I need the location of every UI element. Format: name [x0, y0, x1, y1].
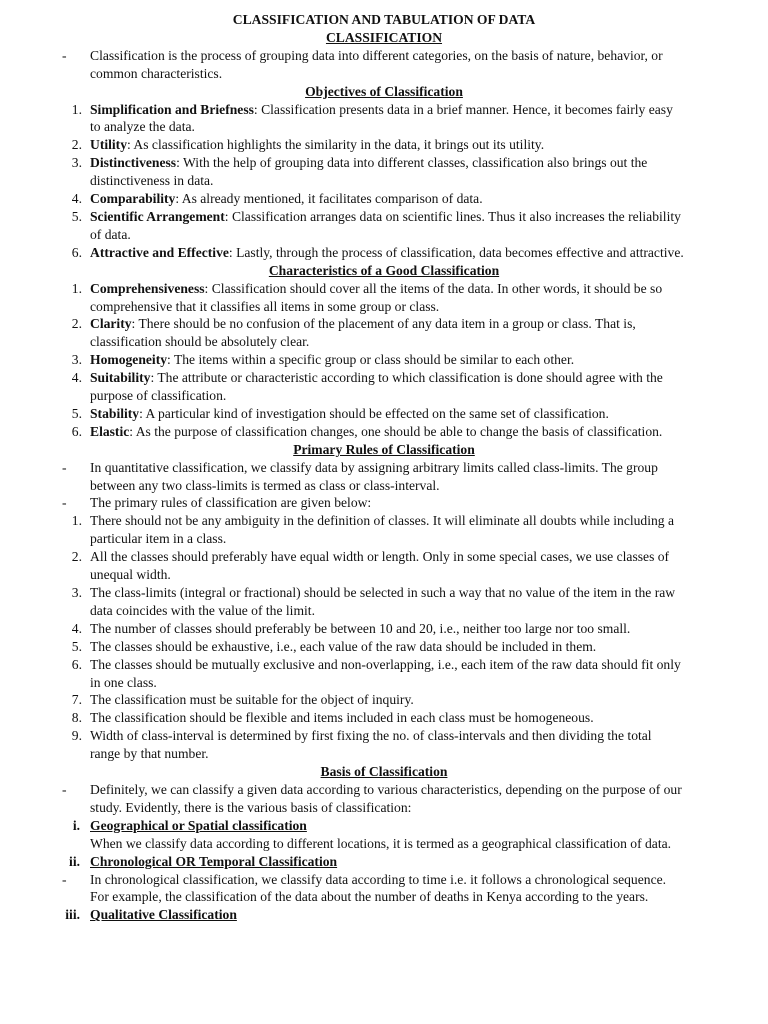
item-text: : Classification arranges data on scientific lines. Thus it also increases the reliability of data. — [90, 208, 681, 242]
characteristics-list — [0, 280, 768, 441]
item-number: 2. — [71, 316, 82, 332]
list-item — [0, 405, 768, 423]
item-text: : The items within a specific group or class should be similar to each other. — [167, 352, 575, 368]
item-term: Stability — [90, 405, 140, 421]
item-text: All the classes should preferably have equal width or length. Only in some special cases, we use classes of unequal width. — [90, 549, 670, 583]
qualitative-subheading — [0, 906, 768, 924]
item-term: Suitability — [90, 370, 151, 386]
item-number: 5. — [71, 405, 82, 421]
item-text: The classification must be suitable for the object of inquiry. — [90, 692, 414, 708]
bullet-dash: - — [62, 495, 67, 511]
item-text: : There should be no confusion of the placement of any data item in a group or class. That is, classification should be absolutely clear. — [90, 316, 636, 350]
item-text: There should not be any ambiguity in the definition of classes. It will eliminate all doubts while including a particular item in a class. — [90, 513, 675, 547]
item-text: The classification should be flexible and items included in each class must be homogeneous. — [90, 710, 594, 726]
item-text: : With the help of grouping data into different classes, classification also brings out the distinctiveness in data. — [90, 155, 648, 189]
list-item — [0, 691, 768, 709]
item-text: : Classification presents data in a brief manner. Hence, it becomes fairly easy to analyze the data. — [90, 101, 673, 135]
item-number: 3. — [71, 585, 82, 600]
rules-list — [0, 512, 768, 763]
list-item — [0, 512, 768, 548]
list-item — [0, 656, 768, 692]
item-number: 8. — [71, 710, 82, 726]
item-number: 6. — [71, 244, 82, 260]
item-number: 1. — [71, 513, 82, 529]
geographical-text: When we classify data according to different locations, it is termed as a geographical classification of data. — [90, 835, 672, 851]
list-item — [0, 208, 768, 244]
list-item — [0, 315, 768, 351]
list-item — [0, 101, 768, 137]
bullet-dash: - — [62, 47, 67, 63]
bullet-dash: - — [62, 781, 67, 797]
item-number: 9. — [71, 728, 82, 744]
item-text: The number of classes should preferably be between 10 and 20, i.e., neither too large nor too small. — [90, 620, 631, 636]
item-number: 4. — [71, 370, 82, 386]
item-number: 4. — [71, 620, 82, 636]
item-term: Distinctiveness — [90, 155, 177, 171]
intro-text: Classification is the process of grouping data into different categories, on the basis of nature, behavior, or common characteristics. — [90, 47, 663, 81]
item-number: 2. — [71, 137, 82, 153]
roman-numeral: ii. — [69, 853, 80, 869]
item-term: Homogeneity — [90, 352, 168, 368]
chronological-paragraph — [0, 871, 768, 907]
list-item — [0, 136, 768, 154]
item-text: : The attribute or characteristic according to which classification is done should agree with the purpose of classification. — [90, 370, 663, 404]
item-number: 7. — [71, 692, 82, 708]
basis-heading: Basis of Classification — [320, 764, 448, 780]
item-text: The classes should be exhaustive, i.e., each value of the raw data should be included in them. — [90, 638, 597, 654]
subheading-text: Qualitative Classification — [90, 907, 237, 923]
item-term: Elastic — [90, 423, 130, 439]
rules-intro-2 — [0, 494, 768, 512]
rules-heading: Primary Rules of Classification — [293, 441, 475, 457]
list-item — [0, 548, 768, 584]
list-item — [0, 423, 768, 441]
main-title: CLASSIFICATION AND TABULATION OF DATA — [232, 12, 536, 27]
item-text: : As the purpose of classification changes, one should be able to change the basis of classification. — [129, 423, 663, 439]
list-item — [0, 584, 768, 620]
list-item — [0, 154, 768, 190]
bullet-dash: - — [62, 459, 67, 475]
item-term: Utility — [90, 137, 127, 153]
item-term: Attractive and Effective — [90, 244, 229, 260]
item-text: : As already mentioned, it facilitates comparison of data. — [175, 191, 483, 207]
list-item — [0, 638, 768, 656]
item-number: 6. — [71, 423, 82, 439]
item-number: 1. — [71, 280, 82, 296]
item-term: Scientific Arrangement — [90, 208, 225, 224]
item-number: 4. — [71, 191, 82, 207]
item-number: 3. — [71, 352, 82, 368]
item-term: Simplification and Briefness — [90, 101, 254, 117]
list-item — [0, 280, 768, 316]
item-text: : A particular kind of investigation should be effected on the same set of classification. — [139, 405, 609, 421]
chronological-text: In chronological classification, we classify data according to time i.e. it follows a chronological sequence. For example, the classification of the data about the number of deaths in Kenya according to the years. — [90, 871, 667, 905]
chronological-subheading — [0, 853, 768, 871]
intro-paragraph — [0, 47, 768, 83]
item-number: 3. — [71, 155, 82, 171]
list-item — [0, 727, 768, 763]
item-term: Comprehensiveness — [90, 280, 205, 296]
subheading-text: Geographical or Spatial classification — [90, 817, 307, 833]
item-text: The class-limits (integral or fractional) should be selected in such a way that no value of the item in the raw data coincides with the value of the limit. — [90, 585, 676, 618]
characteristics-heading: Characteristics of a Good Classification — [268, 262, 500, 278]
list-item — [0, 190, 768, 208]
rules-intro-text: In quantitative classification, we classify data by assigning arbitrary limits called class-limits. The group between any two class-limits is termed as class or class-interval. — [90, 459, 658, 493]
list-item — [0, 244, 768, 262]
item-number: 1. — [71, 101, 82, 117]
item-text: : Lastly, through the process of classification, data becomes effective and attractive. — [228, 244, 684, 260]
subheading-text: Chronological OR Temporal Classification — [90, 853, 338, 869]
basis-intro-text: Definitely, we can classify a given data according to various characteristics, depending on the purpose of our study. Evidently, there is the various basis of classification: — [90, 781, 682, 815]
item-text: : As classification highlights the similarity in the data, it brings out its utility. — [127, 137, 545, 153]
bullet-dash: - — [62, 871, 67, 887]
sub-title: CLASSIFICATION — [325, 29, 443, 45]
item-term: Comparability — [90, 191, 176, 207]
list-item — [0, 709, 768, 727]
list-item — [0, 620, 768, 638]
item-text: : Classification should cover all the items of the data. In other words, it should be so comprehensive that it classifies all items in some group or class. — [90, 280, 663, 314]
roman-numeral: iii. — [65, 907, 80, 923]
geographical-subheading — [0, 817, 768, 835]
item-number: 5. — [71, 638, 82, 654]
item-text: Width of class-interval is determined by first fixing the no. of class-intervals and then dividing the total range by that number. — [90, 728, 652, 762]
rules-intro-text: The primary rules of classification are given below: — [90, 495, 372, 511]
objectives-list — [0, 101, 768, 262]
item-number: 6. — [71, 656, 82, 672]
item-term: Clarity — [90, 316, 132, 332]
list-item — [0, 351, 768, 369]
item-text: The classes should be mutually exclusive and non-overlapping, i.e., each item of the raw data should fit only in one class. — [90, 656, 681, 690]
basis-intro — [0, 781, 768, 817]
rules-intro-1 — [0, 459, 768, 495]
list-item — [0, 369, 768, 405]
item-number: 2. — [71, 549, 82, 565]
item-number: 5. — [71, 208, 82, 224]
objectives-heading: Objectives of Classification — [305, 83, 463, 99]
roman-numeral: i. — [72, 817, 80, 833]
